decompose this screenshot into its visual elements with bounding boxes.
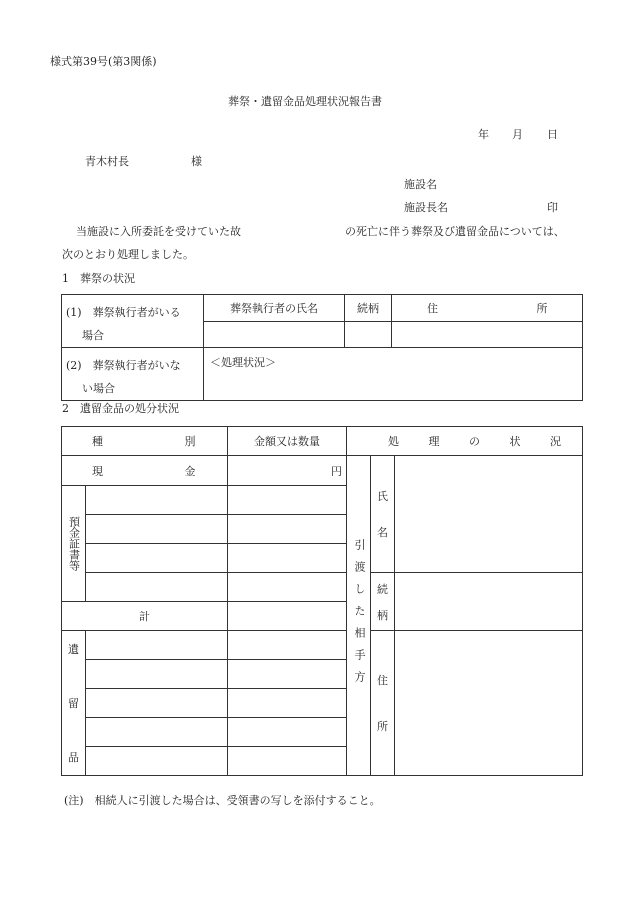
executor-address-field[interactable] [392, 321, 583, 348]
belongings-item-1[interactable] [86, 631, 228, 660]
address-char-2: 所 [536, 301, 548, 315]
deposit-item-1[interactable] [86, 486, 228, 515]
recipient-label-cell [347, 456, 371, 776]
recipient-label: 引渡した相手方 [353, 538, 366, 693]
executor-relation-header: 続柄 [345, 295, 392, 322]
status-header [347, 427, 583, 456]
addressee-honorific: 様 [191, 155, 202, 168]
funeral-executor-present-cell [62, 295, 204, 348]
deposit-item-3[interactable] [86, 544, 228, 573]
belongings-char-1: 遺 [68, 643, 79, 656]
section2-title: 2 遺留金品の処分状況 [62, 402, 179, 415]
recipient-name-char-2: 名 [377, 526, 388, 539]
belongings-item-2[interactable] [86, 660, 228, 689]
funeral-status-table [61, 294, 583, 401]
cash-amount-field[interactable] [228, 456, 347, 486]
footnote: (注) 相続人に引渡した場合は、受領書の写しを添付すること。 [64, 794, 381, 807]
deposit-label-cell [62, 486, 86, 602]
type-header-char-1: 種 [92, 435, 103, 448]
body-text-1b: の死亡に伴う葬祭及び遺留金品については、 [345, 225, 565, 238]
executor-address-header [392, 295, 583, 322]
funeral-executor-absent-cell [62, 348, 204, 401]
cash-char-1: 現 [92, 464, 103, 478]
belongings-amount-3[interactable] [228, 689, 347, 718]
executor-name-header: 葬祭執行者の氏名 [204, 295, 345, 322]
facility-name-label: 施設名 [404, 178, 437, 191]
deposit-amount-1[interactable] [228, 486, 347, 515]
yen-unit: 円 [331, 464, 342, 478]
funeral-executor-present-label: (1) 葬祭執行者がいる [66, 306, 181, 319]
recipient-name-char-1: 氏 [377, 490, 388, 503]
belongings-char-2: 留 [68, 697, 79, 710]
executor-name-field[interactable] [204, 321, 345, 348]
amount-header: 金額又は数量 [228, 427, 347, 456]
total-label: 計 [62, 602, 228, 631]
recipient-relation-field[interactable] [395, 573, 583, 631]
belongings-char-3: 品 [68, 751, 79, 764]
seal-mark: 印 [547, 201, 558, 214]
belongings-amount-4[interactable] [228, 718, 347, 747]
funeral-executor-absent-label-2: い場合 [82, 382, 115, 395]
document-title: 葬祭・遺留金品処理状況報告書 [228, 95, 382, 108]
date-year: 年 [478, 128, 489, 141]
belongings-item-5[interactable] [86, 747, 228, 776]
recipient-name-label [371, 456, 395, 573]
belongings-amount-5[interactable] [228, 747, 347, 776]
funeral-executor-absent-label: (2) 葬祭執行者がいな [66, 359, 181, 372]
status-char-2: 理 [428, 435, 440, 448]
relation-char-2: 柄 [377, 608, 388, 622]
type-header-char-2: 別 [184, 435, 196, 448]
belongings-label-cell [62, 631, 86, 776]
belongings-item-3[interactable] [86, 689, 228, 718]
belongings-amount-1[interactable] [228, 631, 347, 660]
body-text-1a: 当施設に入所委託を受けていた故 [76, 225, 241, 238]
recipient-address-label [371, 631, 395, 776]
recipient-address-field[interactable] [395, 631, 583, 776]
relation-char-1: 続 [377, 582, 388, 596]
facility-head-label: 施設長名 [404, 201, 448, 214]
type-header [62, 427, 228, 456]
status-char-1: 処 [388, 435, 399, 448]
cash-label [62, 456, 228, 486]
section1-title: 1 葬祭の状況 [62, 272, 135, 285]
funeral-executor-present-label-2: 場合 [82, 329, 104, 342]
deposit-amount-4[interactable] [228, 573, 347, 602]
status-char-5: 況 [550, 435, 561, 448]
form-number: 様式第39号(第3関係) [50, 55, 157, 68]
body-text-2: 次のとおり処理しました。 [62, 248, 194, 261]
belongings-amount-2[interactable] [228, 660, 347, 689]
total-amount-field[interactable] [228, 602, 347, 631]
processing-status-label: ＜処理状況＞ [210, 356, 276, 369]
belongings-disposal-table [61, 426, 583, 776]
recipient-name-field[interactable] [395, 456, 583, 573]
belongings-item-4[interactable] [86, 718, 228, 747]
cash-char-2: 金 [184, 464, 196, 478]
deposit-item-2[interactable] [86, 515, 228, 544]
address-label-char-1: 住 [377, 674, 388, 687]
deposit-label: 預金証書等 [67, 516, 81, 571]
address-char-1: 住 [427, 301, 438, 315]
date-day: 日 [547, 128, 558, 141]
status-char-3: の [469, 435, 480, 448]
address-label-char-2: 所 [377, 720, 388, 733]
deposit-amount-2[interactable] [228, 515, 347, 544]
deposit-amount-3[interactable] [228, 544, 347, 573]
recipient-relation-label [371, 573, 395, 631]
date-month: 月 [512, 128, 523, 141]
executor-relation-field[interactable] [345, 321, 392, 348]
deposit-item-4[interactable] [86, 573, 228, 602]
addressee-name: 青木村長 [85, 155, 129, 168]
processing-status-field[interactable] [204, 348, 583, 401]
status-char-4: 状 [509, 435, 521, 448]
